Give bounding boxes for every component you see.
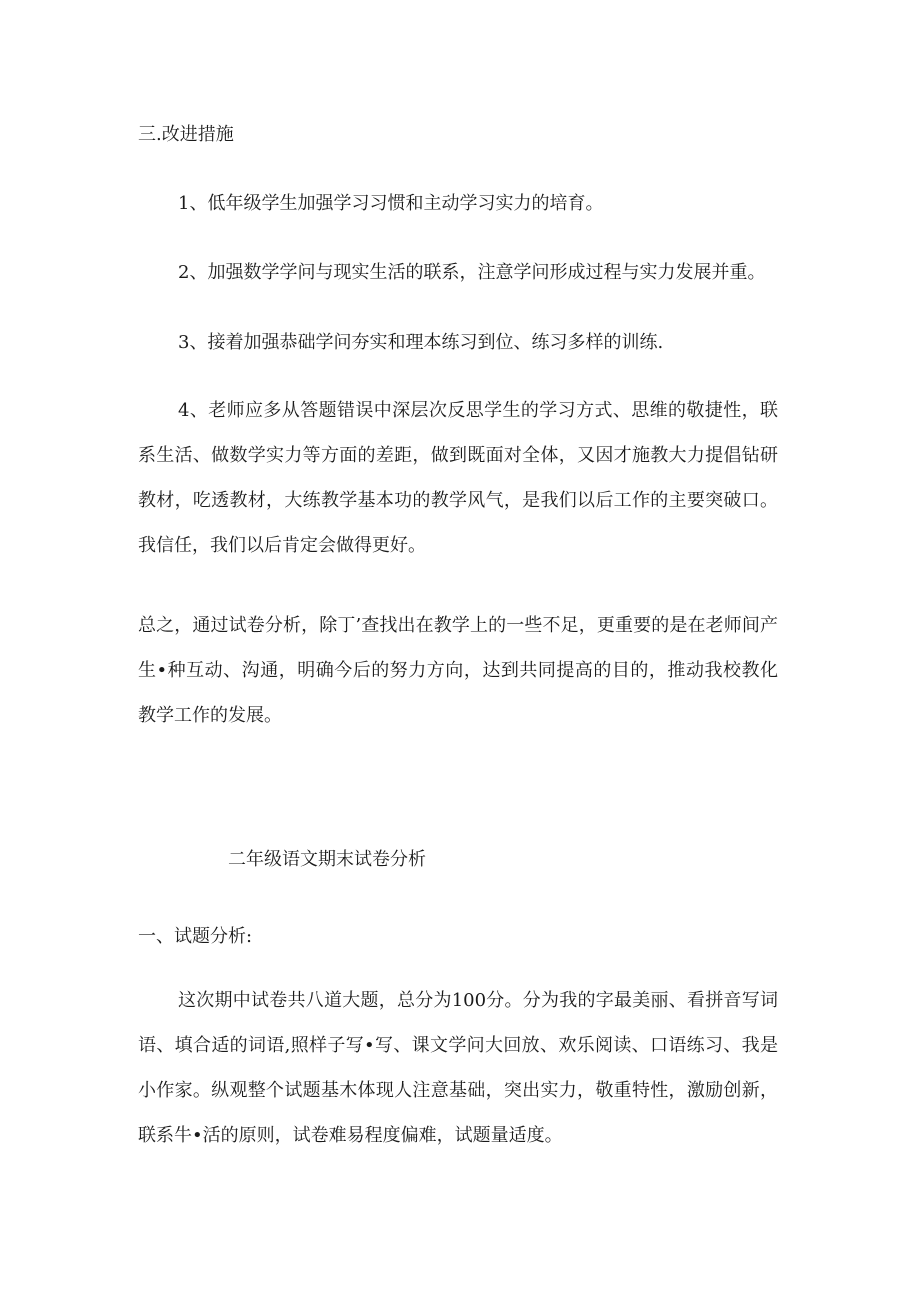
- section-heading-improvements: 三.改进措施: [138, 124, 234, 145]
- conclusion-paragraph: 总之，通过试卷分析，除丁’查找出在教学上的一些不足，更重要的是在老师间产生•种互动、沟通，明确今后的努力方向，达到共同提高的目的，推动我校教化教学工作的发展。: [138, 615, 778, 726]
- section-heading-question-analysis: 一、试题分析:: [138, 926, 253, 947]
- question-analysis-paragraph: 这次期中试卷共八道大题，总分为100分。分为我的字最美丽、看拼音写词语、填合适的词语,照样子写•写、课文学问大回放、欢乐阅读、口语练习、我是小作家。纵观整个试题基木体现人注意基础，突出实力，敬重特性，激励创新，联系牛•活的原则，试卷难易程度偏难，试题量适度。: [138, 990, 778, 1146]
- report-title: 二年级语文期末试卷分析: [228, 849, 426, 870]
- improvement-item-2: 2、加强数学学问与现实生活的联系，注意学问形成过程与实力发展并重。: [178, 262, 766, 283]
- improvement-item-4: 4、老师应多从答题错误中深层次反思学生的学习方式、思维的敬捷性，联系生活、做数学实力等方面的差距，做到既面对全体，又因才施教大力提倡钻研教材，吃透教材，大练教学基本功的教学风气，是我们以后工作的主要突破口。我信任，我们以后肯定会做得更好。: [138, 400, 778, 556]
- improvement-item-1: 1、低年级学生加强学习习惯和主动学习实力的培育。: [178, 193, 604, 214]
- improvement-item-3: 3、接着加强恭础学问夯实和理本练习到位、练习多样的训练.: [178, 332, 664, 353]
